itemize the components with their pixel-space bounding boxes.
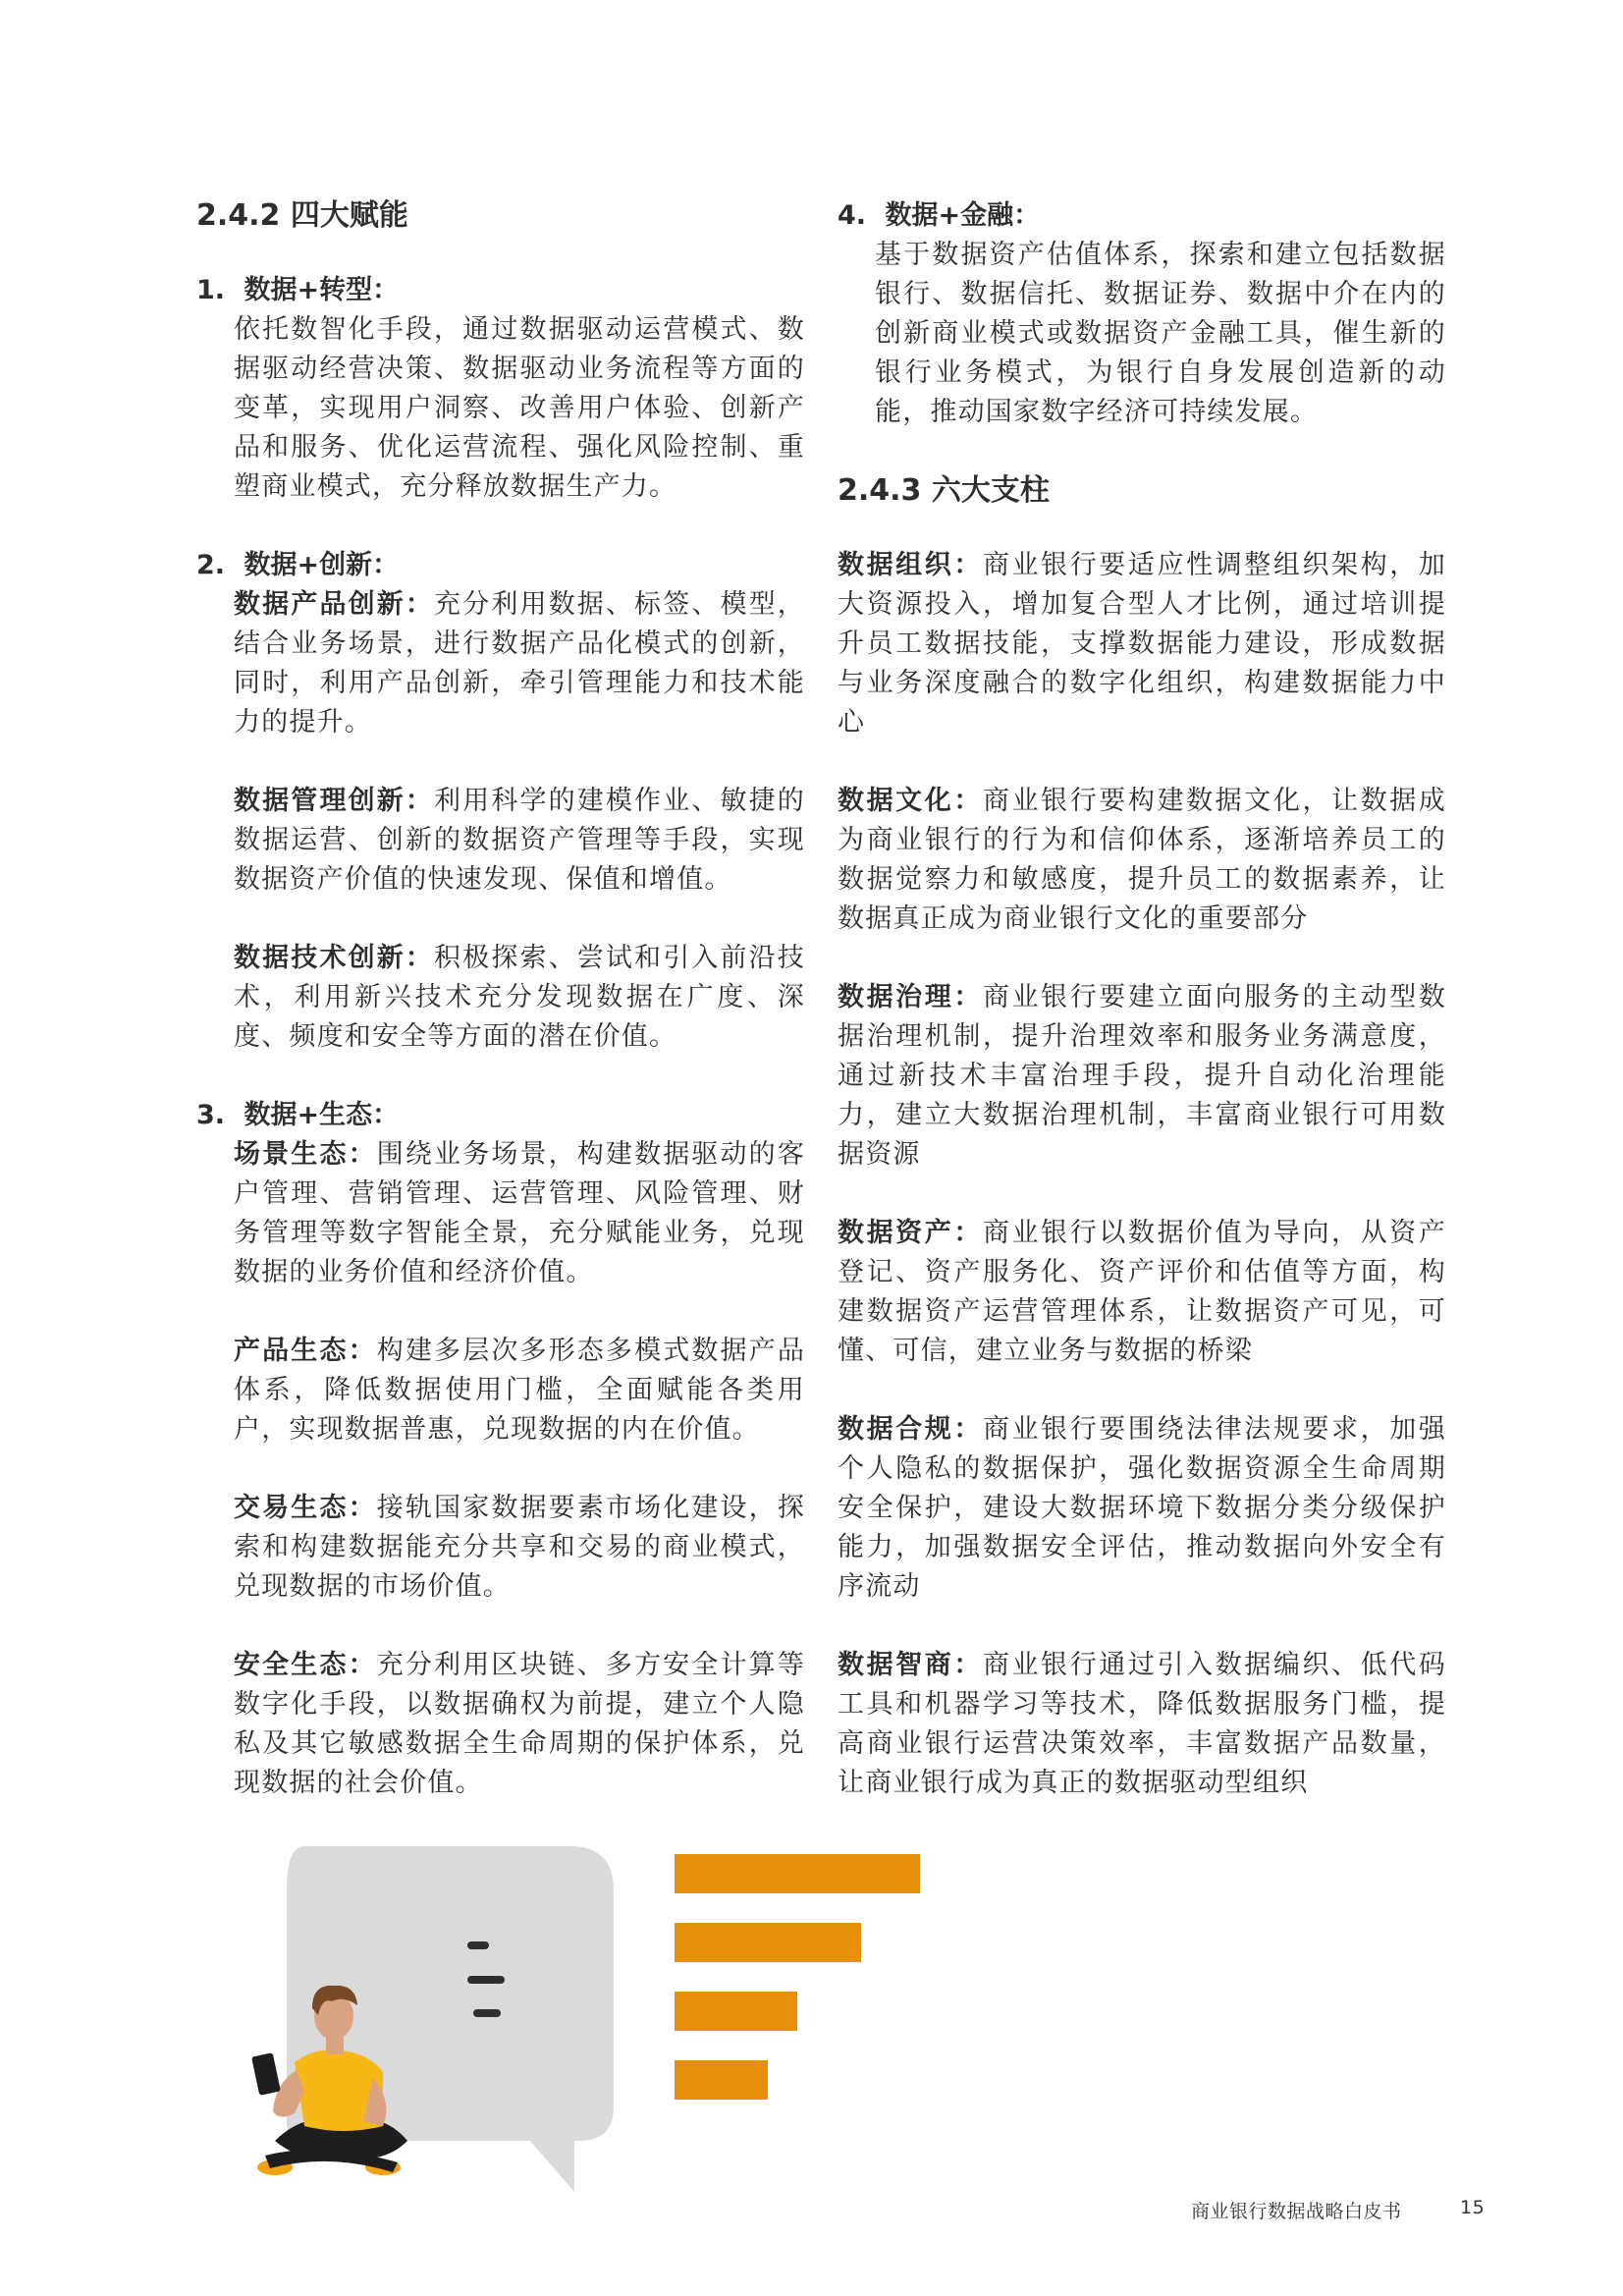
pillar-text: 商业银行通过引入数据编织、低代码工具和机器学习等技术，降低数据服务门槛，提高商业银行运营决策效率，丰富数据产品数量，让商业银行成为真正的数据驱动型组织 xyxy=(838,1650,1447,1798)
list-item-1 xyxy=(196,271,805,507)
footer-title: 商业银行数据战略白皮书 xyxy=(1191,2201,1402,2222)
pillar-text: 商业银行要建立面向服务的主动型数据治理机制，提升治理效率和服务业务满意度，通过新技术丰富治理手段，提升自动化治理能力，建立大数据治理机制，丰富商业银行可用数据资源 xyxy=(838,982,1447,1170)
pillar-label: 数据智商： xyxy=(838,1650,983,1680)
pillar-label: 数据组织： xyxy=(838,550,983,580)
paragraph xyxy=(234,1489,805,1607)
page-number: 15 xyxy=(1460,2197,1486,2218)
paragraph xyxy=(234,782,805,900)
paragraph-text: 依托数智化手段，通过数据驱动运营模式、数据驱动经营决策、数据驱动业务流程等方面的变革，实现用户洞察、改善用户体验、创新产品和服务、优化运营流程、强化风险控制、重塑商业模式，充分释放数据生产力。 xyxy=(234,314,805,502)
paragraph-label: 数据技术创新： xyxy=(234,943,435,973)
paragraph-text: 构建多层次多形态多模式数据产品体系，降低数据使用门槛，全面赋能各类用户，实现数据普惠，兑现数据的内在价值。 xyxy=(234,1336,806,1445)
paragraph-label: 交易生态： xyxy=(234,1493,377,1523)
paragraph xyxy=(234,1646,805,1803)
pillar-paragraph xyxy=(838,546,1446,742)
pillar-label: 数据资产： xyxy=(838,1218,983,1248)
text-line-icon xyxy=(467,1941,489,1949)
paragraph-label: 安全生态： xyxy=(234,1650,377,1680)
item-title: 数据+创新： xyxy=(243,550,400,580)
pillar-paragraph xyxy=(838,1410,1446,1607)
item-number: 1. xyxy=(196,275,226,305)
pillar-text: 商业银行要围绕法律法规要求，加强个人隐私的数据保护，强化数据资源全生命周期安全保护，建设大数据环境下数据分类分级保护能力，加强数据安全评估，推动数据向外安全有序流动 xyxy=(838,1414,1447,1602)
item-number: 3. xyxy=(196,1100,226,1130)
paragraph xyxy=(234,585,805,742)
paragraph-label: 产品生态： xyxy=(234,1336,377,1366)
paragraph-text: 接轨国家数据要素市场化建设，探索和构建数据能充分共享和交易的商业模式，兑现数据的市场价值。 xyxy=(234,1493,806,1602)
paragraph-text: 充分利用区块链、多方安全计算等数字化手段，以数据确权为前提，建立个人隐私及其它敏感数据全生命周期的保护体系，兑现数据的社会价值。 xyxy=(234,1650,806,1798)
orange-bar-icon xyxy=(675,1923,861,1962)
paragraph-text: 围绕业务场景，构建数据驱动的客户管理、营销管理、运营管理、风险管理、财务管理等数字智能全景，充分赋能业务，兑现数据的业务价值和经济价值。 xyxy=(234,1139,806,1287)
page-footer xyxy=(1191,2197,1486,2223)
list-item-4 xyxy=(838,196,1446,432)
paragraph-text: 利用科学的建模作业、敏捷的数据运营、创新的数据资产管理等手段，实现数据资产价值的快速发现、保值和增值。 xyxy=(234,786,805,895)
text-line-icon xyxy=(473,2009,501,2017)
pillar-text: 商业银行要适应性调整组织架构，加大资源投入，增加复合型人才比例，通过培训提升员工数据技能，支撑数据能力建设，形成数据与业务深度融合的数字化组织，构建数据能力中心 xyxy=(838,550,1447,738)
orange-bar-icon xyxy=(675,1992,797,2031)
pillar-label: 数据文化： xyxy=(838,786,983,816)
paragraph-text: 基于数据资产估值体系，探索和建立包括数据银行、数据信托、数据证券、数据中介在内的创新商业模式或数据资产金融工具，催生新的银行业务模式，为银行自身发展创造新的动能，推动国家数字经济可持续发展。 xyxy=(875,240,1446,427)
item-number: 4. xyxy=(838,200,867,231)
left-column xyxy=(196,196,805,1803)
illustration-person-chat xyxy=(236,1827,962,2200)
paragraph xyxy=(234,1135,805,1292)
paragraph-text: 积极探索、尝试和引入前沿技术，利用新兴技术充分发现数据在广度、深度、频度和安全等方面的潜在价值。 xyxy=(234,943,805,1052)
right-column xyxy=(838,196,1446,1803)
text-line-icon xyxy=(467,1976,505,1984)
list-item-3 xyxy=(196,1096,805,1803)
pillar-label: 数据治理： xyxy=(838,982,983,1012)
section-heading-243: 2.4.3 六大支柱 xyxy=(838,473,1050,508)
pillar-paragraph xyxy=(838,782,1446,939)
item-number: 2. xyxy=(196,550,226,580)
paragraph-label: 数据产品创新： xyxy=(234,589,435,620)
pillar-paragraph xyxy=(838,978,1446,1175)
pillar-text: 商业银行要构建数据文化，让数据成为商业银行的行为和信仰体系，逐渐培养员工的数据觉察力和敏感度，提升员工的数据素养，让数据真正成为商业银行文化的重要部分 xyxy=(838,786,1447,934)
item-title: 数据+金融： xyxy=(885,200,1041,231)
pillar-text: 商业银行以数据价值为导向，从资产登记、资产服务化、资产评价和估值等方面，构建数据资产运营管理体系，让数据资产可见，可懂、可信，建立业务与数据的桥梁 xyxy=(838,1218,1447,1366)
paragraph xyxy=(234,1332,805,1449)
list-item-2 xyxy=(196,546,805,1057)
orange-bar-icon xyxy=(675,1854,920,1893)
item-title: 数据+生态： xyxy=(243,1100,400,1130)
item-title: 数据+转型： xyxy=(243,275,400,305)
orange-bar-icon xyxy=(675,2060,768,2100)
section-heading-242: 2.4.2 四大赋能 xyxy=(196,198,408,233)
paragraph xyxy=(234,939,805,1057)
paragraph-label: 数据管理创新： xyxy=(234,786,435,816)
paragraph-text: 充分利用数据、标签、模型，结合业务场景，进行数据产品化模式的创新，同时，利用产品创新，牵引管理能力和技术能力的提升。 xyxy=(234,589,805,738)
pillar-paragraph xyxy=(838,1646,1446,1803)
pillar-paragraph xyxy=(838,1214,1446,1371)
paragraph xyxy=(875,236,1446,432)
paragraph-label: 场景生态： xyxy=(234,1139,377,1170)
pillar-label: 数据合规： xyxy=(838,1414,983,1445)
paragraph xyxy=(234,310,805,507)
